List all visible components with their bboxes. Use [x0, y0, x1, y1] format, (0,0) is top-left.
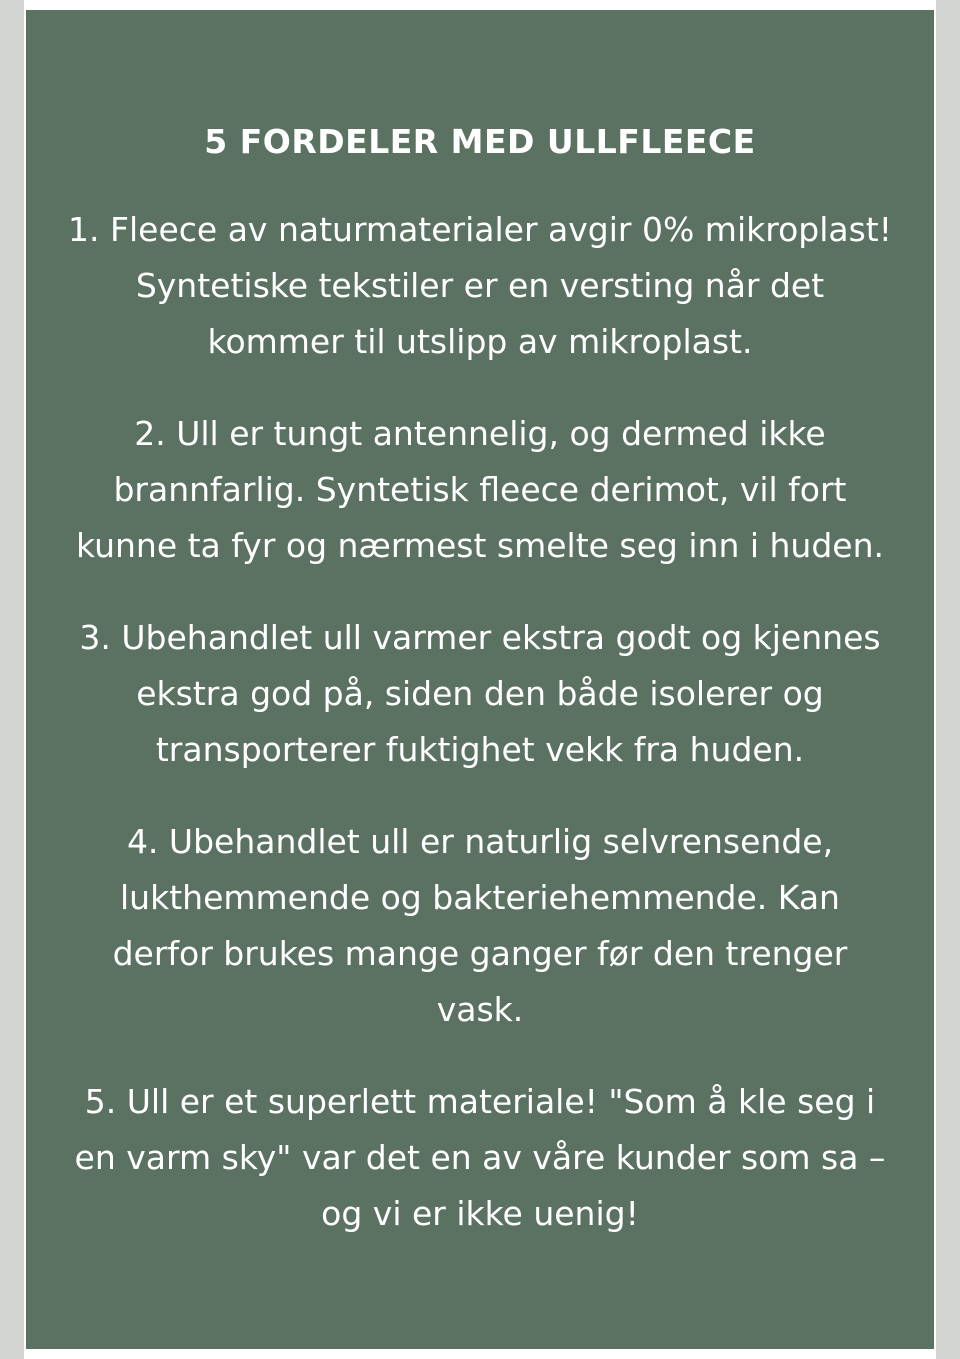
benefit-item-1: 1. Fleece av naturmaterialer avgir 0% mikroplast! Syntetiske tekstiler er en versting når det kommer til utslipp av mikroplast.: [68, 209, 892, 361]
right-page-margin: [936, 0, 960, 1359]
benefit-item-4: 4. Ubehandlet ull er naturlig selvrensende, lukthemmende og bakteriehemmende. Kan derfor brukes mange ganger før den trenger vask.: [112, 821, 848, 1029]
benefit-item-2: 2. Ull er tungt antennelig, og dermed ikke brannfarlig. Syntetisk fleece derimot, vil fort kunne ta fyr og nærmest smelte seg inn i huden.: [75, 413, 885, 565]
panel-heading: 5 FORDELER MED ULLFLEECE: [204, 122, 756, 161]
benefits-panel: [26, 10, 934, 1349]
benefit-item-3: 3. Ubehandlet ull varmer ekstra godt og kjennes ekstra god på, siden den både isolerer og transporterer fuktighet vekk fra huden.: [79, 617, 881, 769]
benefit-item-5: 5. Ull er et superlett materiale! "Som å kle seg i en varm sky" var det en av våre kunder som sa – og vi er ikke uenig!: [74, 1081, 886, 1233]
left-page-margin: [0, 0, 24, 1359]
